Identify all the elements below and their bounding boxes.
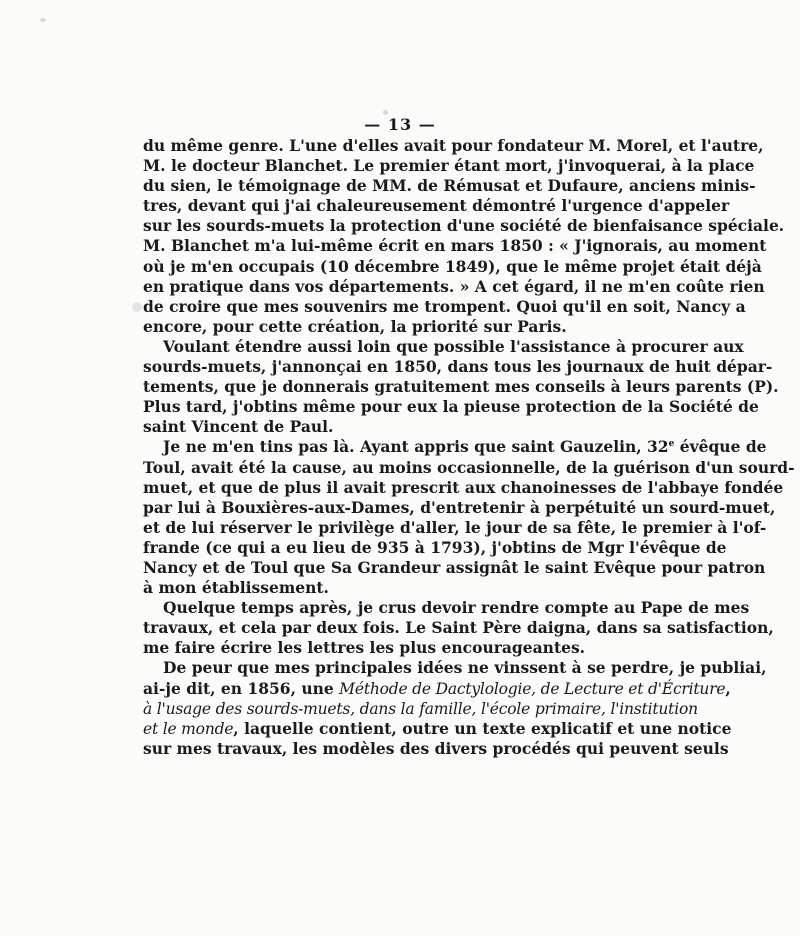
text-line: [143, 718, 732, 739]
text-line: [143, 598, 750, 618]
line-text: travaux, et cela par deux fois. Le Saint Père daigna, dans sa satisfaction,: [143, 618, 774, 638]
line-text: Voulant étendre aussi loin que possible l'assistance à procurer aux: [163, 336, 744, 356]
line-text: de croire que mes souvenirs me trompent. Quoi qu'il en soit, Nancy a: [143, 296, 746, 316]
italic-title-text: et le monde: [143, 719, 234, 738]
text-line: [143, 336, 744, 357]
text-line: [143, 517, 767, 538]
text-line: [143, 738, 729, 759]
text-line: [143, 256, 762, 277]
line-text: en pratique dans vos départements. » A cet égard, il ne m'en coûte rien: [143, 276, 765, 296]
line-text: Je ne m'en tins pas là. Ayant appris que saint Gauzelin, 32: [163, 437, 669, 457]
text-line: [143, 196, 730, 216]
line-text: , laquelle contient, outre un texte explicatif et une notice: [233, 718, 732, 738]
text-line: [143, 176, 756, 196]
text-line: [143, 317, 661, 337]
text-line: [143, 377, 779, 397]
line-text: tres, devant qui j'ai chaleureusement démontré l'urgence d'appeler: [143, 196, 730, 216]
line-text: Plus tard, j'obtins même pour eux la pieuse protection de la Société de: [143, 397, 759, 417]
line-text: Toul, avait été la cause, au moins occasionnelle, de la guérison d'un sourd-: [143, 457, 795, 477]
text-line: [143, 578, 661, 598]
text-line: [143, 417, 661, 437]
line-text: par lui à Bouxières-aux-Dames, d'entretenir à perpétuité un sourd-muet,: [143, 497, 776, 517]
line-text: sur mes travaux, les modèles des divers procédés qui peuvent seuls: [143, 738, 729, 758]
line-text: De peur que mes principales idées ne vinssent à se perdre, je publiai,: [163, 658, 767, 678]
paper-speck: [132, 302, 142, 312]
line-text: où je m'en occupais (10 décembre 1849), que le même projet était déjà: [143, 256, 762, 276]
line-text: à mon établissement.: [143, 578, 329, 598]
text-line: [143, 618, 774, 638]
line-text: du sien, le témoignage de MM. de Rémusat et Dufaure, anciens minis-: [143, 176, 756, 196]
line-text: me faire écrire les lettres les plus encourageantes.: [143, 638, 586, 658]
line-text: Nancy et de Toul que Sa Grandeur assignât le saint Evêque pour patron: [143, 557, 766, 577]
paper-speck: [40, 18, 46, 22]
text-line: [143, 658, 767, 678]
text-line: [143, 397, 759, 417]
line-text: M. le docteur Blanchet. Le premier étant mort, j'invoquerai, à la place: [143, 156, 755, 176]
line-text: ai-je dit, en 1856, une: [143, 678, 340, 698]
text-line: [143, 136, 764, 156]
text-line: [143, 457, 795, 478]
text-line: [143, 557, 766, 578]
ordinal-superscript: e: [668, 439, 675, 450]
line-text: muet, et que de plus il avait prescrit aux chanoinesses de l'abbaye fondée: [143, 477, 784, 497]
text-line: [143, 156, 755, 176]
line-text: sourds-muets, j'annonçai en 1850, dans tous les journaux de huit dépar-: [143, 357, 773, 377]
text-line: [143, 537, 727, 558]
line-text: frande (ce qui a eu lieu de 935 à 1793), j'obtins de Mgr l'évêque de: [143, 537, 727, 557]
line-text: et de lui réserver le privilège d'aller, le jour de sa fête, le premier à l'of-: [143, 517, 767, 537]
italic-title-text: à l'usage des sourds-muets, dans la famille, l'école primaire, l'institution: [143, 699, 698, 718]
body-text: [143, 136, 795, 759]
line-text: évêque de: [674, 437, 767, 457]
text-line: [143, 678, 731, 699]
line-text: M. Blanchet m'a lui-même écrit en mars 1850 : « J'ignorais, au moment: [143, 236, 767, 256]
text-line: [143, 699, 698, 719]
text-line: [143, 638, 661, 658]
text-line: [143, 216, 785, 236]
text-line: [143, 276, 765, 297]
text-line: [143, 477, 784, 498]
text-line: [143, 296, 746, 317]
line-text: tements, que je donnerais gratuitement mes conseils à leurs parents (P).: [143, 377, 779, 397]
line-text: du même genre. L'une d'elles avait pour fondateur M. Morel, et l'autre,: [143, 136, 764, 155]
line-text: saint Vincent de Paul.: [143, 417, 334, 437]
page-number: — 13 —: [364, 115, 436, 134]
line-text: sur les sourds-muets la protection d'une société de bienfaisance spéciale.: [143, 216, 785, 236]
italic-title-text: Méthode de Dactylologie, de Lecture et d'Écriture: [339, 679, 726, 698]
line-text: Quelque temps après, je crus devoir rendre compte au Pape de mes: [163, 598, 750, 618]
line-text: ,: [725, 678, 731, 698]
text-line: [143, 437, 767, 457]
line-text: encore, pour cette création, la priorité sur Paris.: [143, 316, 567, 336]
text-line: [143, 357, 773, 377]
text-line: [143, 236, 767, 256]
text-line: [143, 497, 776, 518]
